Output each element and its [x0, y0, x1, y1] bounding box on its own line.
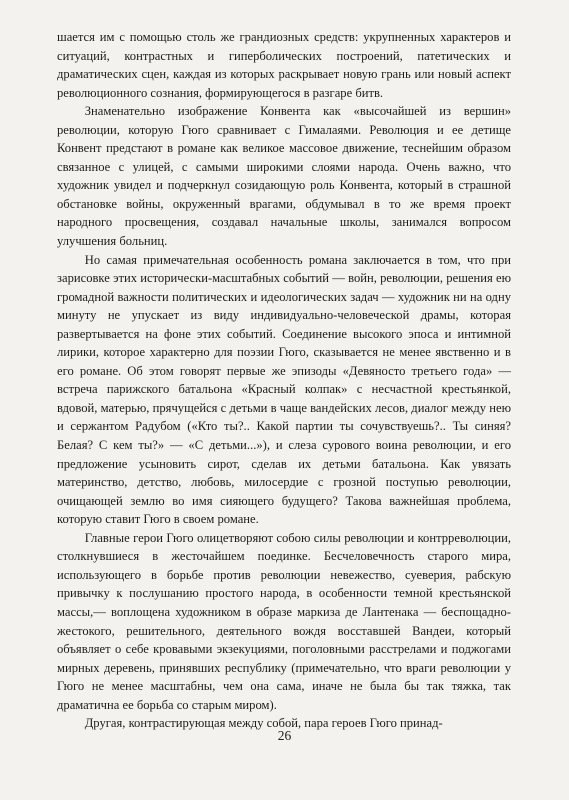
paragraph-main-heroes: Главные герои Гюго олицетворяют собою силы революции и контрреволюции, столкнувшиеся в жесточайшем поединке. Бесчеловечность старого мира, использующего в борьбе против революции невежество, суеверия, рабскую привычку к послушанию простого народа, в особенности темной крестьянской массы,— воплощена художником в образе маркиза де Лантенака — беспощадно-жестокого, решительного, деятельного вождя восставшей Вандеи, который объявляет о себе кровавыми экзекуциями, поголовными расстрелами и поджогами мирных деревень, принявших республику (примечательно, что враги революции у Гюго не менее масштабны, чем она сама, иначе не была бы так тяжка, так драматична ее борьба со старым миром). [57, 530, 511, 712]
page-body [57, 28, 511, 733]
paragraph-convention: Знаменательно изображение Конвента как «высочайшей из вершин» революции, которую Гюго сравнивает с Гималаями. Революция и ее детище Конвент предстают в романе как великое массовое движение, теснейшим образом связанное с улицей, с самыми широкими слоями народа. Очень важно, что художник увидел и подчеркнул созидающую роль Конвента, который в страшной обстановке войны, окруженный врагами, обдумывал в то же время проект народного просвещения, создавал начальные школы, занимался вопросом улучшения больниц. [57, 104, 511, 249]
paragraph-other-pair: Другая, контрастирующая между собой, пара героев Гюго принад- [84, 716, 443, 731]
page-number: 26 [277, 728, 292, 743]
paragraph-epic-and-lyric: Но самая примечательная особенность романа заключается в том, что при зарисовке этих исторически-масштабных событий — войн, революции, решения ею громадной важности политических и идеологических задач — художник ни на одну минуту не упускает из виду индивидуально-человеческой драмы, которая развертывается на фоне этих событий. Соединение высокого эпоса и интимной лирики, которое характерно для поэзии Гюго, сказывается не менее явственно и в его романе. Об этом говорят первые же эпизоды «Девяносто третьего года» — встреча парижского батальона «Красный колпак» с несчастной крестьянкой, вдовой, матерью, прячущейся с детьми в чаще вандейских лесов, диалог между нею и сержантом Радубом («Кто ты?.. Какой партии ты сочувствуешь?.. Ты синяя? Белая? С кем ты?» — «С детьми...»), и слеза сурового воина революции, и его предложение усыновить сирот, сделав их детьми батальона. Как увязать материнство, детство, любовь, милосердие с грозной поступью революции, очищающей землю во имя сияющего будущего? Такова важнейшая проблема, которую ставит Гюго в своем романе. [57, 252, 511, 527]
paragraph-continuation: шается им с помощью столь же грандиозных средств: укрупненных характеров и ситуаций, контрастных и гиперболических построений, патетических и драматических сцен, каждая из которых раскрывает новую грань или новый аспект революционного сознания, формирующегося в разгаре битв. [57, 30, 511, 100]
